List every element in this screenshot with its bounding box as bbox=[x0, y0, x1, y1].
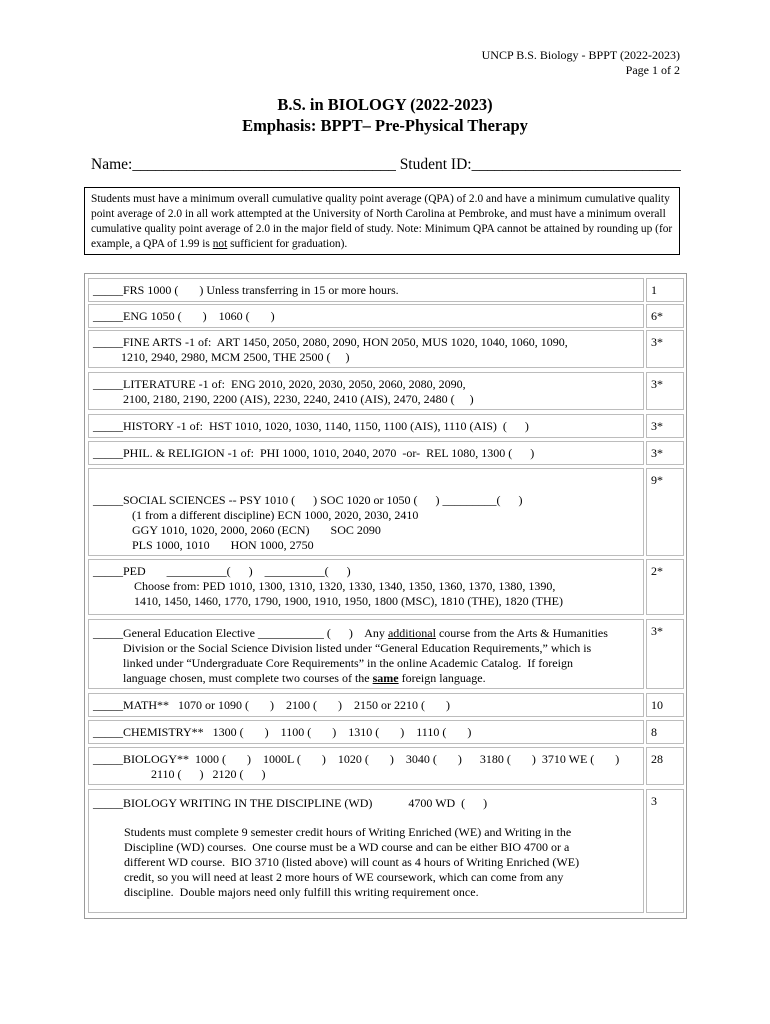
emphasis-title: Emphasis: BPPT– Pre-Physical Therapy bbox=[242, 116, 528, 135]
wd-requirement: _____BIOLOGY WRITING IN THE DISCIPLINE (WD) 4700 WD ( ) bbox=[93, 796, 488, 810]
literature-credits: 3* bbox=[646, 372, 684, 410]
wd-para-1: Students must complete 9 semester credit hours of Writing Enriched (WE) and Writing in the bbox=[124, 825, 572, 839]
gen-ed-desc-3b: foreign language. bbox=[398, 671, 486, 685]
wd-para-2: Discipline (WD) courses. One course must be a WD course and can be either BIO 4700 or a bbox=[124, 840, 570, 854]
gen-ed-same: same bbox=[372, 671, 399, 685]
wd-credits: 3 bbox=[646, 789, 684, 913]
gen-ed-desc-3 bbox=[93, 671, 643, 686]
literature-requirement-cont: 2100, 2180, 2190, 2200 (AIS), 2230, 2240, 2410 (AIS), 2470, 2480 ( ) bbox=[123, 392, 474, 406]
wd-para-5: discipline. Double majors need only fulfill this writing requirement once. bbox=[124, 885, 479, 899]
math-credits: 10 bbox=[646, 693, 684, 717]
ped-credits: 2* bbox=[646, 559, 684, 615]
fine-arts-credits: 3* bbox=[646, 330, 684, 368]
biology-requirement-cont: 2110 ( ) 2120 ( ) bbox=[151, 767, 266, 781]
chemistry-requirement: _____CHEMISTRY** 1300 ( ) 1100 ( ) 1310 ( ) 1110 ( ) bbox=[93, 725, 472, 739]
fine-arts-requirement-cont: 1210, 2940, 2980, MCM 2500, THE 2500 ( ) bbox=[121, 350, 350, 364]
history-requirement: _____HISTORY -1 of: HST 1010, 1020, 1030, 1140, 1150, 1100 (AIS), 1110 (AIS) ( ) bbox=[93, 419, 529, 433]
biology-credits: 28 bbox=[646, 747, 684, 785]
history-credits: 3* bbox=[646, 414, 684, 438]
math-requirement: _____MATH** 1070 or 1090 ( ) 2100 ( ) 2150 or 2210 ( ) bbox=[93, 698, 450, 712]
phil-religion-credits: 3* bbox=[646, 441, 684, 465]
social-sciences-credits: 9* bbox=[646, 468, 684, 556]
requirements-table bbox=[84, 273, 687, 919]
gen-ed-desc-3a: language chosen, must complete two courses of the bbox=[123, 671, 373, 685]
gen-ed-credits: 3* bbox=[646, 619, 684, 689]
notice-text-end: sufficient for graduation). bbox=[227, 238, 348, 250]
gen-ed-requirement bbox=[93, 626, 643, 641]
eng-requirement: _____ENG 1050 ( ) 1060 ( ) bbox=[93, 309, 275, 323]
ped-choices: Choose from: PED 1010, 1300, 1310, 1320, 1330, 1340, 1350, 1360, 1370, 1380, 1390, bbox=[134, 579, 556, 593]
wd-para-4: credit, so you will need at least 2 more hours of WE coursework, which can come from any bbox=[124, 870, 564, 884]
gen-ed-text: _____General Education Elective ___________ ( ) Any bbox=[93, 626, 388, 640]
qpa-notice-box bbox=[84, 187, 680, 255]
social-sciences-requirement: _____SOCIAL SCIENCES -- PSY 1010 ( ) SOC 1020 or 1050 ( ) _________( ) bbox=[93, 493, 523, 507]
ped-requirement: _____PED __________( ) __________( ) bbox=[93, 564, 351, 578]
degree-title: B.S. in BIOLOGY (2022-2023) bbox=[277, 95, 493, 114]
frs-requirement: _____FRS 1000 ( ) Unless transferring in 15 or more hours. bbox=[93, 283, 399, 297]
literature-requirement: _____LITERATURE -1 of: ENG 2010, 2020, 2030, 2050, 2060, 2080, 2090, bbox=[93, 377, 466, 391]
page-header bbox=[482, 48, 680, 78]
phil-religion-requirement: _____PHIL. & RELIGION -1 of: PHI 1000, 1010, 2040, 2070 -or- REL 1080, 1300 ( ) bbox=[93, 446, 535, 460]
notice-text: Students must have a minimum overall cumulative quality point average (QPA) of 2.0 and have a minimum cumulative quality point average of 2.0 in all work attempted at the University of North Carolina at Pembroke, and must have a minimum overall cumulative quality point average of 2.0 in the major field of study. Note: Minimum QPA cannot be attained by rounding up (for example, a QPA of 1.99 is bbox=[91, 193, 673, 250]
social-sciences-options-2: PLS 1000, 1010 HON 1000, 2750 bbox=[132, 538, 314, 552]
gen-ed-desc-2: linked under “Undergraduate Core Requirements” in the online Academic Catalog. If foreign bbox=[123, 656, 573, 670]
gen-ed-text-b: course from the Arts & Humanities bbox=[435, 626, 608, 640]
chemistry-credits: 8 bbox=[646, 720, 684, 744]
name-student-id-line: Name:__________________________________ Student ID:___________________________ bbox=[91, 156, 681, 173]
social-sciences-note: (1 from a different discipline) ECN 1000, 2020, 2030, 2410 bbox=[132, 508, 419, 522]
social-sciences-options-1: GGY 1010, 1020, 2000, 2060 (ECN) SOC 2090 bbox=[132, 523, 381, 537]
gen-ed-additional: additional bbox=[387, 626, 436, 640]
wd-para-3: different WD course. BIO 3710 (listed above) will count as 4 hours of Writing Enriched (WE) bbox=[124, 855, 580, 869]
frs-credits: 1 bbox=[646, 278, 684, 302]
eng-credits: 6* bbox=[646, 304, 684, 328]
gen-ed-desc-1: Division or the Social Science Division listed under “General Education Requirements,” which is bbox=[123, 641, 592, 655]
biology-requirement: _____BIOLOGY** 1000 ( ) 1000L ( ) 1020 ( ) 3040 ( ) 3180 ( ) 3710 WE ( ) bbox=[93, 752, 620, 766]
ped-choices-cont: 1410, 1450, 1460, 1770, 1790, 1900, 1910, 1950, 1800 (MSC), 1810 (THE), 1820 (THE) bbox=[134, 594, 563, 608]
fine-arts-requirement: _____FINE ARTS -1 of: ART 1450, 2050, 2080, 2090, HON 2050, MUS 1020, 1040, 1060, 1090, bbox=[93, 335, 568, 349]
header-program: UNCP B.S. Biology - BPPT (2022-2023) bbox=[481, 48, 680, 62]
notice-emphasis: not bbox=[212, 238, 228, 250]
header-page-number: Page 1 of 2 bbox=[625, 63, 680, 77]
